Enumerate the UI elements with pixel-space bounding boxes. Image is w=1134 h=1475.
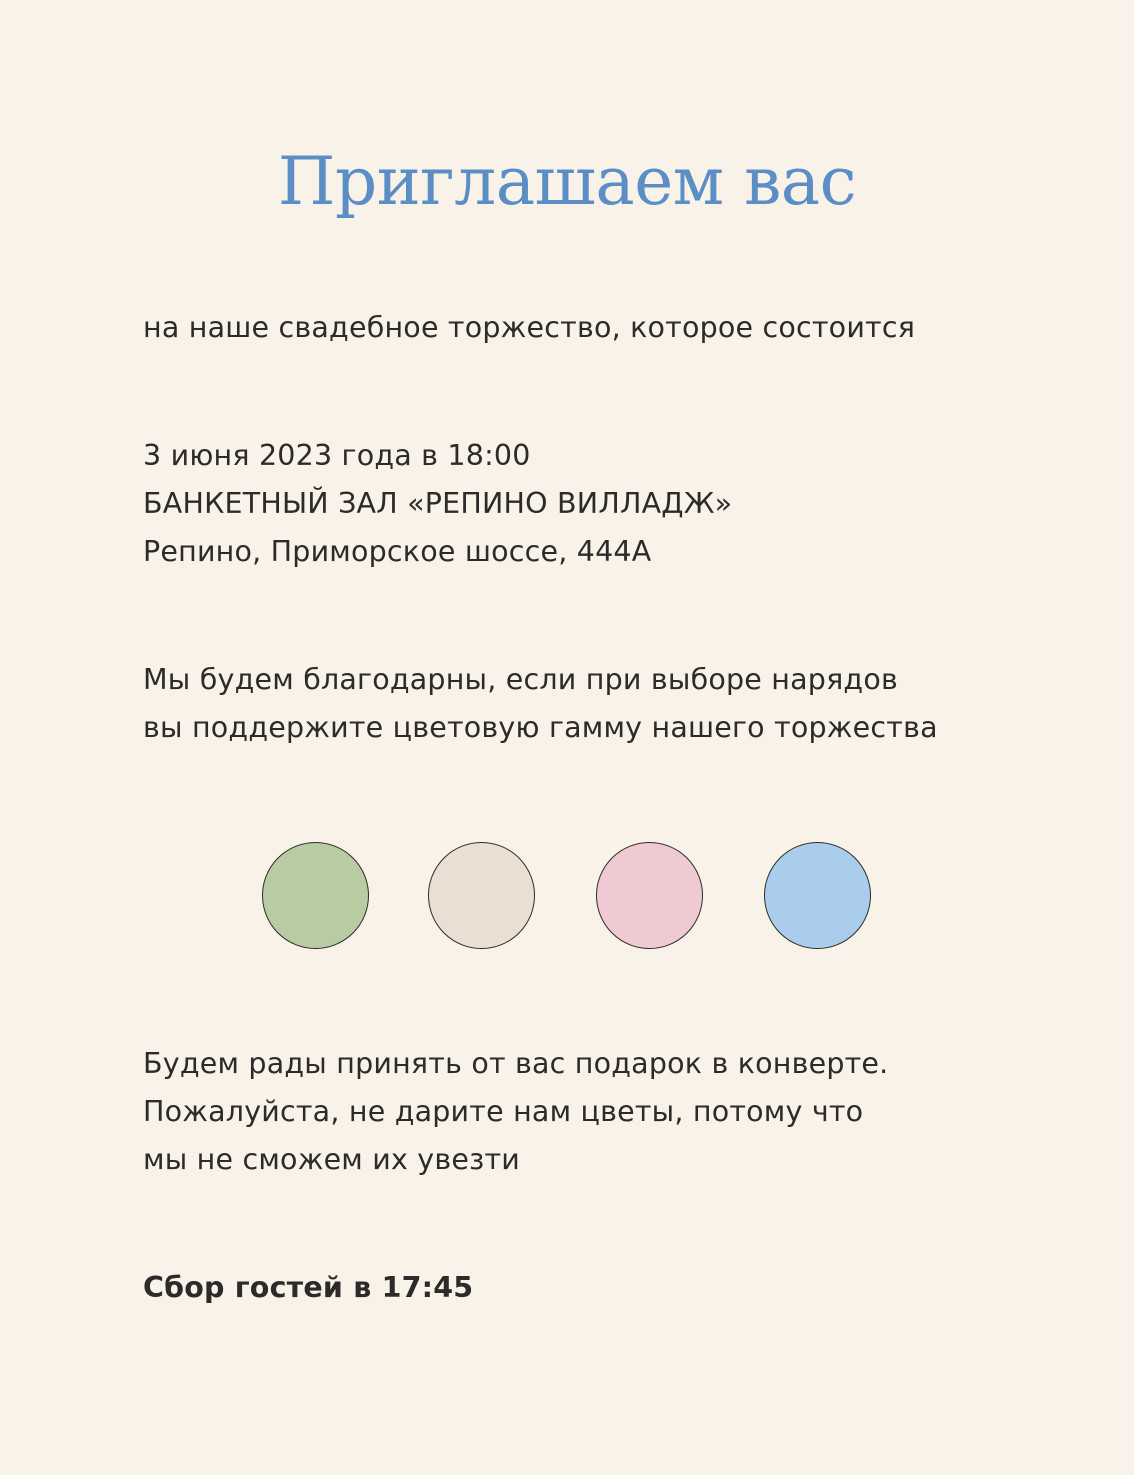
event-details <box>143 432 1083 576</box>
gifts-text <box>143 1040 1083 1184</box>
intro-line: на наше свадебное торжество, которое состоится <box>143 311 916 344</box>
gifts-line-3: мы не сможем их увезти <box>143 1143 520 1176</box>
color-palette <box>0 842 1134 952</box>
event-datetime: 3 июня 2023 года в 18:00 <box>143 439 531 472</box>
dress-code-line-2: вы поддержите цветовую гамму нашего торжества <box>143 711 938 744</box>
gifts-line-2: Пожалуйста, не дарите нам цветы, потому что <box>143 1095 864 1128</box>
dress-code-text <box>143 656 1083 752</box>
gifts-line-1: Будем рады принять от вас подарок в конверте. <box>143 1047 889 1080</box>
color-swatch-blue <box>764 842 871 949</box>
dress-code-line-1: Мы будем благодарны, если при выборе нарядов <box>143 663 898 696</box>
color-swatch-green <box>262 842 369 949</box>
color-swatch-pink <box>596 842 703 949</box>
color-swatch-beige <box>428 842 535 949</box>
guest-gathering-time <box>143 1264 1083 1312</box>
intro-text <box>143 304 1083 352</box>
gathering-line: Сбор гостей в 17:45 <box>143 1271 474 1304</box>
event-address: Репино, Приморское шоссе, 444А <box>143 535 652 568</box>
event-venue: БАНКЕТНЫЙ ЗАЛ «РЕПИНО ВИЛЛАДЖ» <box>143 487 733 520</box>
invitation-title: Приглашаем вас <box>277 143 857 220</box>
